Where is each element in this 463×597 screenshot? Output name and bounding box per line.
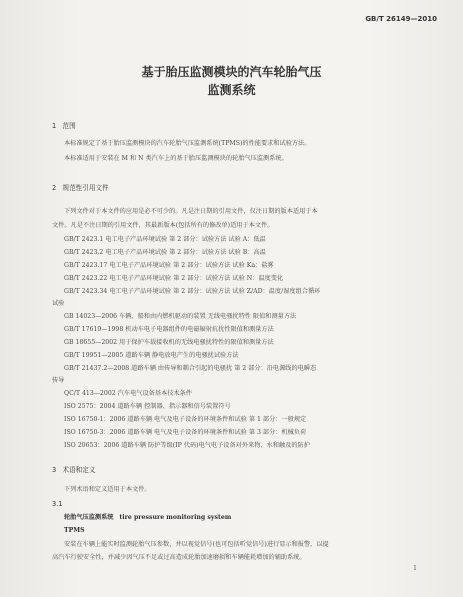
- term-definition-line2: 高汽车行驶安全性，并减少因气压不足或过高造成轮胎加速磨损和车辆能耗增加的辅助系统。: [52, 554, 306, 561]
- section2-heading: [52, 184, 109, 192]
- document-title-line1: 基于胎压监测模块的汽车轮胎气压: [141, 65, 322, 79]
- reference-item: GB/T 2423.1 电工电子产品环境试验 第 2 部分：试验方法 试验 A：低温: [64, 236, 266, 243]
- section2-intro2: 文件。凡是不注日期的引用文件，其最新版本(包括所有的修改单)适用于本文件。: [52, 222, 274, 229]
- reference-item-continuation: 传导: [52, 377, 65, 384]
- reference-item: GB/T 2423.22 电工电子产品环境试验 第 2 部分：试验方法 试验 N：温度变化: [64, 275, 284, 282]
- section1-heading: [52, 122, 76, 130]
- reference-item: GB/T 17619—1998 机动车电子电器组件的电磁辐射抗扰性限值和测量方法: [64, 326, 274, 333]
- section2-number: 2: [52, 184, 57, 192]
- section1-number: 1: [52, 122, 57, 130]
- section2-intro1: 下列文件对于本文件的应用是必不可少的。凡是注日期的引用文件，仅注日期的版本适用于本: [64, 208, 318, 215]
- term-line: [64, 514, 231, 522]
- section3-number: 3: [52, 466, 57, 474]
- reference-item: ISO 16750-1：2006 道路车辆 电气及电子设备的环境条件和试验 第 1 部分：一般规定: [64, 416, 307, 423]
- term-chinese: 轮胎气压监测系统: [64, 514, 114, 521]
- reference-item: GB/T 19951—2005 道路车辆 静电放电产生的电骚扰试验方法: [64, 352, 239, 359]
- section2-title: 规范性引用文件: [62, 184, 109, 192]
- reference-item: GB/T 2423.17 电工电子产品环境试验 第 2 部分：试验方法 试验 Ka：盐雾: [64, 262, 274, 269]
- reference-item: GB/T 21437.2—2008 道路车辆 由传导和耦合引起的电骚扰 第 2 部分：沿电源线的电瞬态: [64, 365, 317, 372]
- reference-item: GB 18655—2002 用于保护车载接收机的无线电骚扰特性的限值和测量方法: [64, 339, 274, 346]
- section3-title: 术语和定义: [62, 466, 96, 474]
- term-english: tire pressure monitoring system: [119, 514, 232, 521]
- reference-item-continuation: 试验: [52, 300, 65, 307]
- page-number: 1: [413, 565, 417, 572]
- section1-para2: 本标准适用于安装在 M 和 N 类汽车上的基于胎压监测模块的轮胎气压监测系统。: [64, 155, 288, 162]
- reference-item: ISO 16750-3：2006 道路车辆 电气及电子设备的环境条件和试验 第 3 部分：机械负荷: [64, 429, 307, 436]
- section1-para1: 本标准规定了基于胎压监测模块的汽车轮胎气压监测系统(TPMS)的性能要求和试验方法。: [64, 140, 311, 147]
- document-title-line2: 监测系统: [207, 83, 256, 97]
- term-abbreviation: TPMS: [64, 527, 85, 534]
- reference-item: ISO 20653：2006 道路车辆 防护等级(IP 代码)电气电子设备对外来物、水和触及的防护: [64, 442, 310, 449]
- section1-title: 范围: [62, 122, 76, 130]
- reference-item: ISO 2575：2004 道路车辆 控制器、指示器和信号装置符号: [64, 403, 231, 410]
- reference-item: GB 14023—2006 车辆、船和由内燃机驱动的装置 无线电骚扰特性 限值和测量方法: [64, 313, 297, 320]
- section3-heading: [52, 466, 95, 474]
- reference-item: QC/T 413—2002 汽车电气设备基本技术条件: [64, 390, 192, 397]
- subsection-number: 3.1: [52, 500, 63, 508]
- reference-item: GB/T 2423.34 电工电子产品环境试验 第 2 部分：试验方法 试验 Z/AD：温度/湿度组合循环: [64, 288, 321, 295]
- standard-number: GB/T 26149—2010: [365, 15, 437, 23]
- reference-item: GB/T 2423.2 电工电子产品环境试验 第 2 部分：试验方法 试验 B：高温: [64, 249, 266, 256]
- section3-intro: 下列术语和定义适用于本文件。: [64, 486, 151, 493]
- term-definition-line1: 安装在车辆上能实时监测轮胎气压参数，并以视觉信号(也可包括听觉信号)进行显示和报警，以提: [64, 541, 329, 548]
